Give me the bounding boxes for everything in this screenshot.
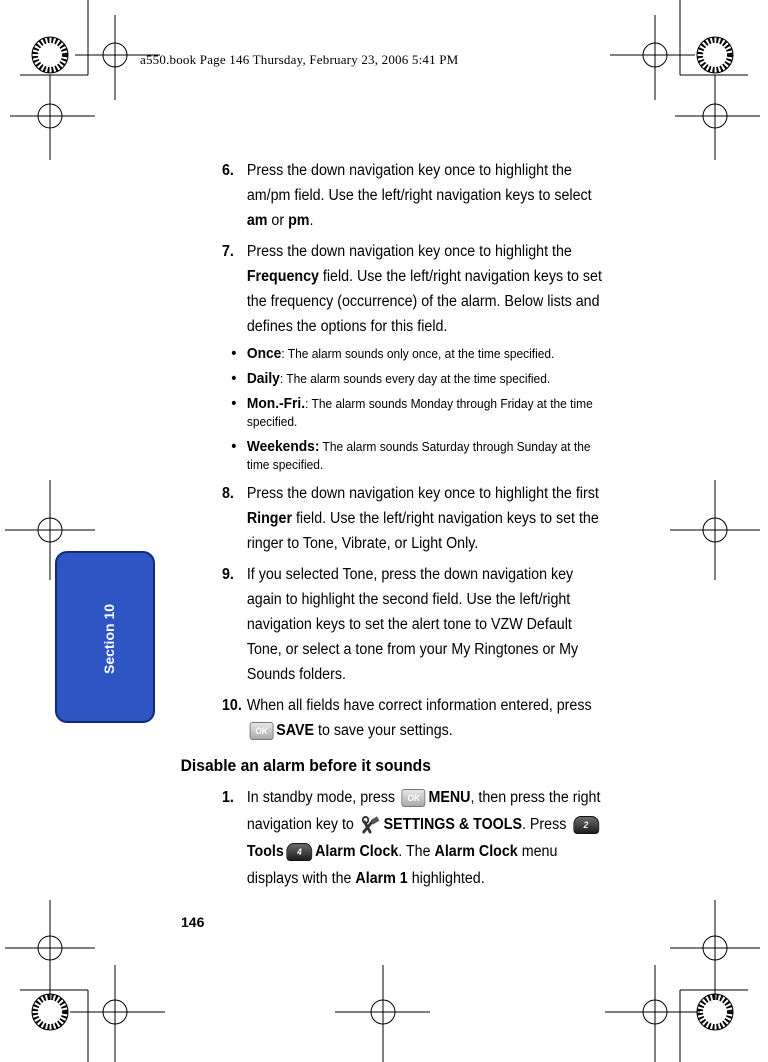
page-content — [180, 158, 608, 898]
option-item: • Mon.-Fri.: The alarm sounds Monday through Friday at the time specified. — [222, 395, 608, 431]
step-number: 7. — [222, 243, 234, 260]
option-item: • Weekends: The alarm sounds Saturday through Sunday at the time specified. — [222, 438, 608, 474]
option-item: • Daily: The alarm sounds every day at the time specified. — [222, 370, 608, 388]
step-number: 6. — [222, 162, 234, 179]
steps-list-2 — [222, 481, 608, 687]
ok-key-icon: OK — [402, 789, 426, 807]
print-header: a550.book Page 146 Thursday, February 23, 2006 5:41 PM — [140, 52, 459, 67]
settings-tools-icon — [361, 816, 381, 834]
step-number: 9. — [222, 566, 234, 583]
frequency-options — [222, 345, 608, 474]
step-item: 8. Press the down navigation key once to highlight the first Ringer field. Use the left/right navigation keys to set the ringer to Tone, Vibrate, or Light Only. — [222, 481, 608, 556]
key-4-icon: 4 — [287, 843, 313, 861]
section-tab — [55, 551, 155, 723]
step-number: 1. — [222, 789, 234, 806]
section-tab-label: Section 10 — [101, 603, 117, 675]
step-10: 10. When all fields have correct information entered, press OK SAVE to save your settings. — [222, 693, 608, 743]
section-heading: Disable an alarm before it sounds — [180, 756, 431, 775]
step-item: 7. Press the down navigation key once to highlight the Frequency field. Use the left/right navigation keys to set the frequency (occurrence) of the alarm. Below lists and defines the options for this field. — [222, 239, 608, 339]
key-2-icon: 2 — [573, 816, 599, 834]
step-item: 9. If you selected Tone, press the down navigation key again to highlight the second field. Use the left/right navigation keys to set the alert tone to VZW Default Tone, or select a tone from your My Ringtones or My Sounds folders. — [222, 562, 608, 687]
page-number: 146 — [181, 914, 205, 930]
option-item: • Once: The alarm sounds only once, at the time specified. — [222, 345, 608, 363]
steps-list — [222, 158, 608, 339]
step-item: 6. Press the down navigation key once to highlight the am/pm field. Use the left/right navigation keys to select am or pm. — [222, 158, 608, 233]
disable-step-1: 1. In standby mode, press OK MENU, then press the right navigation key to SETTINGS & TOOLS. Press 2 Tools 4 Alarm Clock. The Alarm Clock menu displays with the Alarm 1 highlighted. — [222, 784, 608, 892]
ok-key-icon: OK — [250, 722, 274, 740]
step-number: 8. — [222, 485, 234, 502]
step-number: 10. — [222, 697, 242, 714]
